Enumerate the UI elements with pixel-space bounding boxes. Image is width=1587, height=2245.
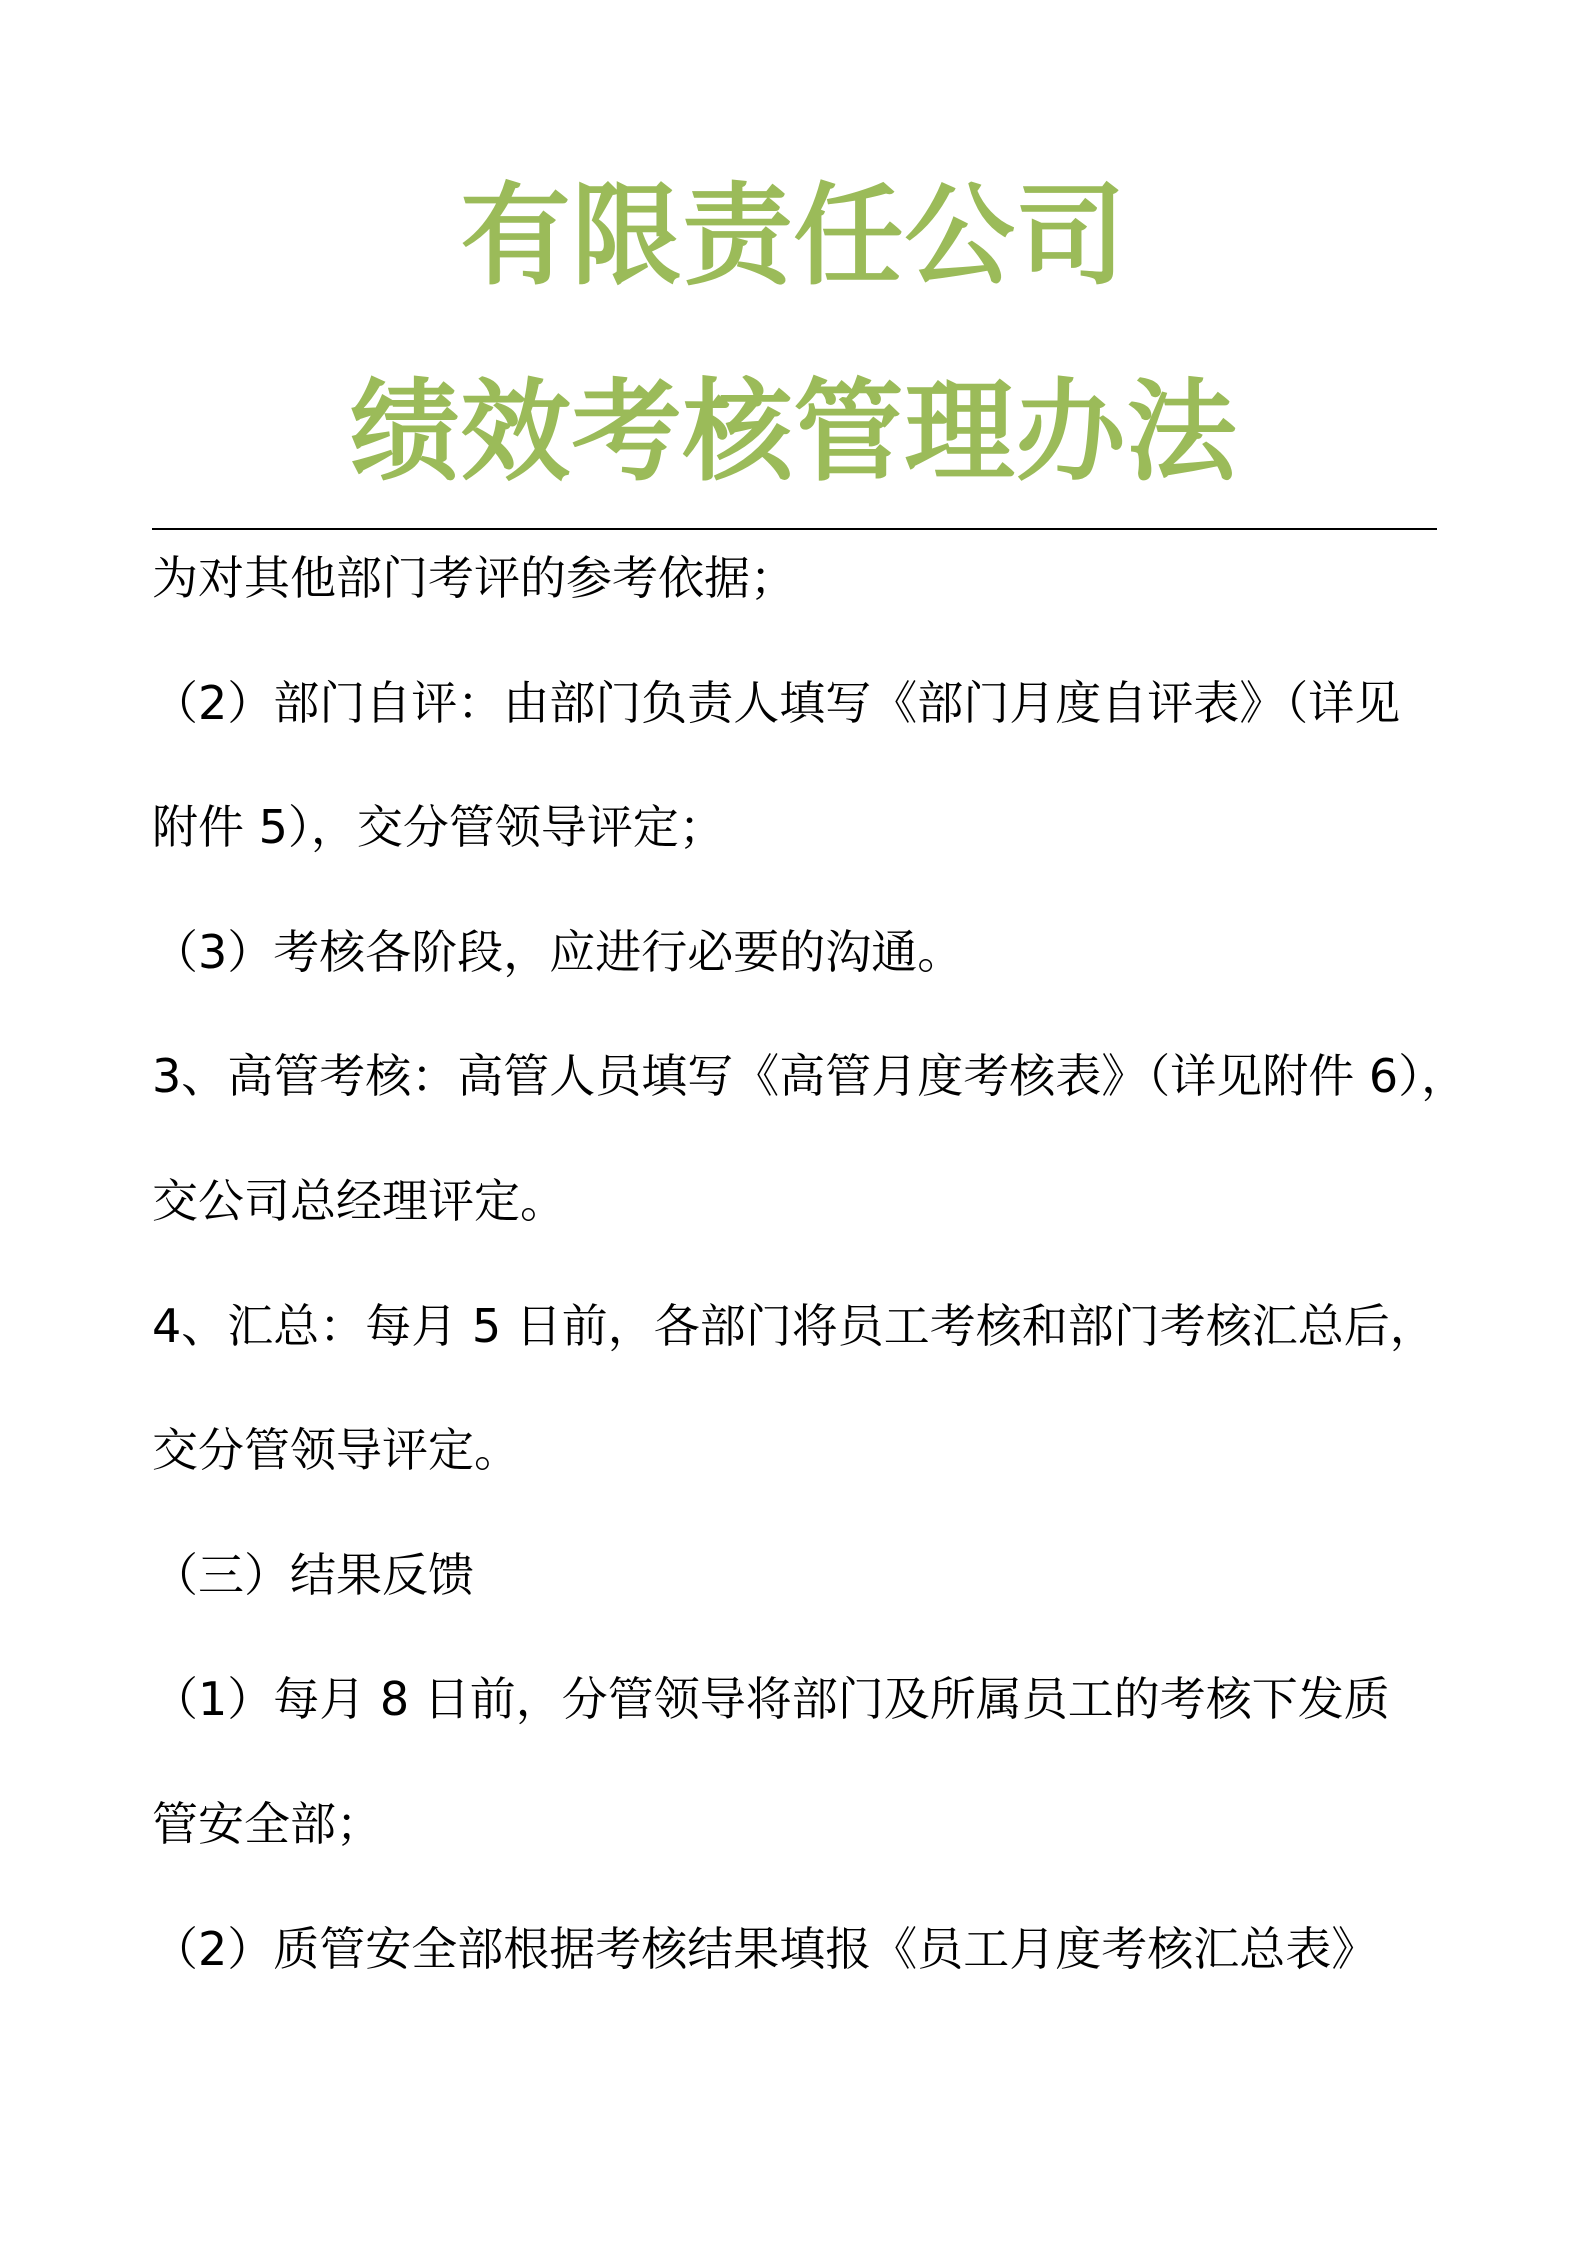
body-line-3: 附件 5），交分管领导评定； xyxy=(152,800,725,855)
body-line-8: 交分管领导评定。 xyxy=(152,1423,520,1478)
title-policy-name: 绩效考核管理办法 xyxy=(349,368,1238,496)
document-title xyxy=(0,148,1587,530)
body-line-6: 交公司总经理评定。 xyxy=(152,1173,566,1228)
body-line-5: 3、高管考核：高管人员填写《高管月度考核表》（详见附件 6）， xyxy=(152,1049,1468,1104)
body-line-2: （2）部门自评：由部门负责人填写《部门月度自评表》（详见 xyxy=(152,675,1401,730)
body-line-10: （1）每月 8 日前，分管领导将部门及所属员工的考核下发质 xyxy=(152,1672,1390,1727)
document-body xyxy=(152,546,1468,2041)
body-line-7: 4、汇总：每月 5 日前，各部门将员工考核和部门考核汇总后， xyxy=(152,1298,1436,1353)
section-heading-result-feedback: （三）结果反馈 xyxy=(152,1547,474,1602)
body-line-11: 管安全部； xyxy=(152,1796,382,1851)
body-line-1: 为对其他部门考评的参考依据； xyxy=(152,551,796,605)
title-company: 有限责任公司 xyxy=(460,172,1127,300)
body-line-12: （2）质管安全部根据考核结果填报《员工月度考核汇总表》 xyxy=(152,1921,1378,1976)
body-line-4: （3）考核各阶段，应进行必要的沟通。 xyxy=(152,924,964,979)
